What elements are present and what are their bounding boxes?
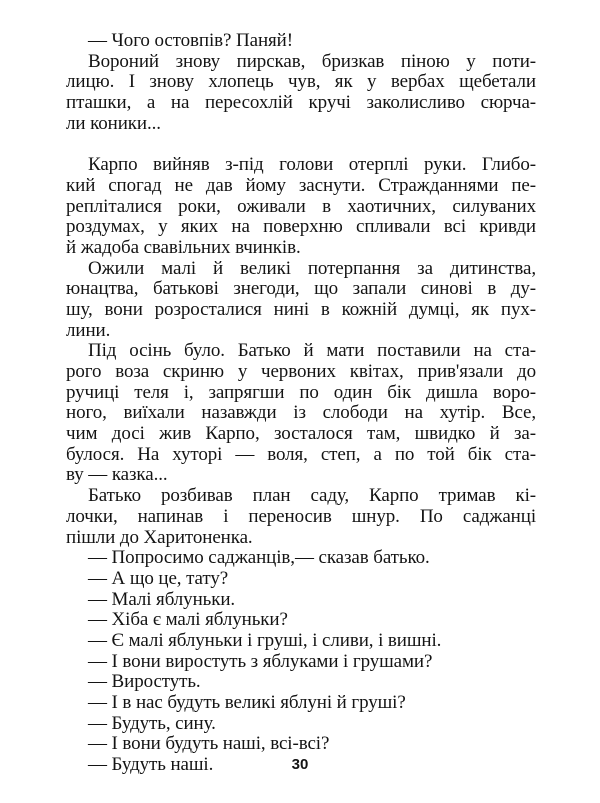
text-line: Карпо вийняв з-під голови отерплі руки. Глибо- — [88, 154, 536, 176]
text-line: й жадоба свавільних вчинків. — [66, 236, 301, 258]
text-line: пташки, а на пересохлій кручі заколисливо сюрча- — [66, 92, 536, 114]
dialogue-line: — Попросимо саджанців,— сказав батько. — [88, 547, 430, 569]
dialogue-line: — Будуть наші. — [88, 754, 214, 776]
dialogue-line: — Є малі яблуньки і груші, і сливи, і вишні. — [88, 629, 442, 651]
text-line: роздумах, у яких на поверхню спливали всі кривди — [66, 216, 536, 238]
dialogue-line: — Малі яблуньки. — [88, 588, 236, 610]
dialogue-line: — І в нас будуть великі яблуні й груші? — [88, 692, 406, 713]
text-line: пішли до Харитоненка. — [66, 526, 253, 548]
text-line: Ожили малі й великі потерпання за дитинства, — [88, 257, 536, 279]
paragraph-gap — [66, 134, 536, 155]
text-line: юнацтва, батькові знегоди, що запали синові в ду- — [66, 278, 536, 300]
dialogue-line: — І вони виростуть з яблуками і грушами? — [88, 650, 433, 672]
text-line: лочки, напинав і переносив шнур. По саджанці — [66, 505, 536, 527]
text-line: булося. На хуторі — воля, степ, а по той бік ста- — [66, 443, 536, 465]
text-line: шу, вони розросталися нині в кожній думці, як пух- — [66, 298, 536, 320]
dialogue-line: — Виростуть. — [88, 671, 201, 693]
text-line: ли коники... — [66, 112, 161, 134]
text-line: чим досі жив Карпо, зосталося там, швидко й за- — [66, 423, 536, 445]
dialogue-line: — Хіба є малі яблуньки? — [88, 609, 288, 631]
body-text — [66, 31, 536, 776]
page-number: 30 — [291, 756, 309, 773]
text-line: репліталися роки, оживали в хаотичних, силуваних — [66, 195, 536, 217]
text-line: — Чого остовпів? Паняй! — [88, 30, 293, 51]
text-line: ного, виїхали назавжди із слободи на хутір. Все, — [66, 402, 536, 424]
text-line: Батько розбивав план саду, Карпо тримав кі- — [88, 485, 536, 507]
text-line: лицю. І знову хлопець чув, як у вербах щебетали — [66, 71, 536, 93]
text-line: ву — казка... — [66, 464, 168, 486]
text-line: Вороний знову пирскав, бризкав піною у поти- — [88, 50, 536, 72]
text-line: Під осінь було. Батько й мати поставили на ста- — [88, 340, 536, 362]
dialogue-line: — А що це, тату? — [88, 567, 229, 589]
text-line: кий спогад не дав йому заснути. Стражданнями пе- — [66, 174, 536, 196]
text-line: лини. — [66, 319, 111, 341]
text-line: ручиці теля і, запрягши по один бік дишла воро- — [66, 381, 536, 403]
dialogue-line: — І вони будуть наші, всі-всі? — [88, 733, 330, 755]
dialogue-line: — Будуть, сину. — [88, 712, 216, 734]
text-line: рого воза скриню у червоних квітах, прив'язали до — [66, 361, 536, 382]
